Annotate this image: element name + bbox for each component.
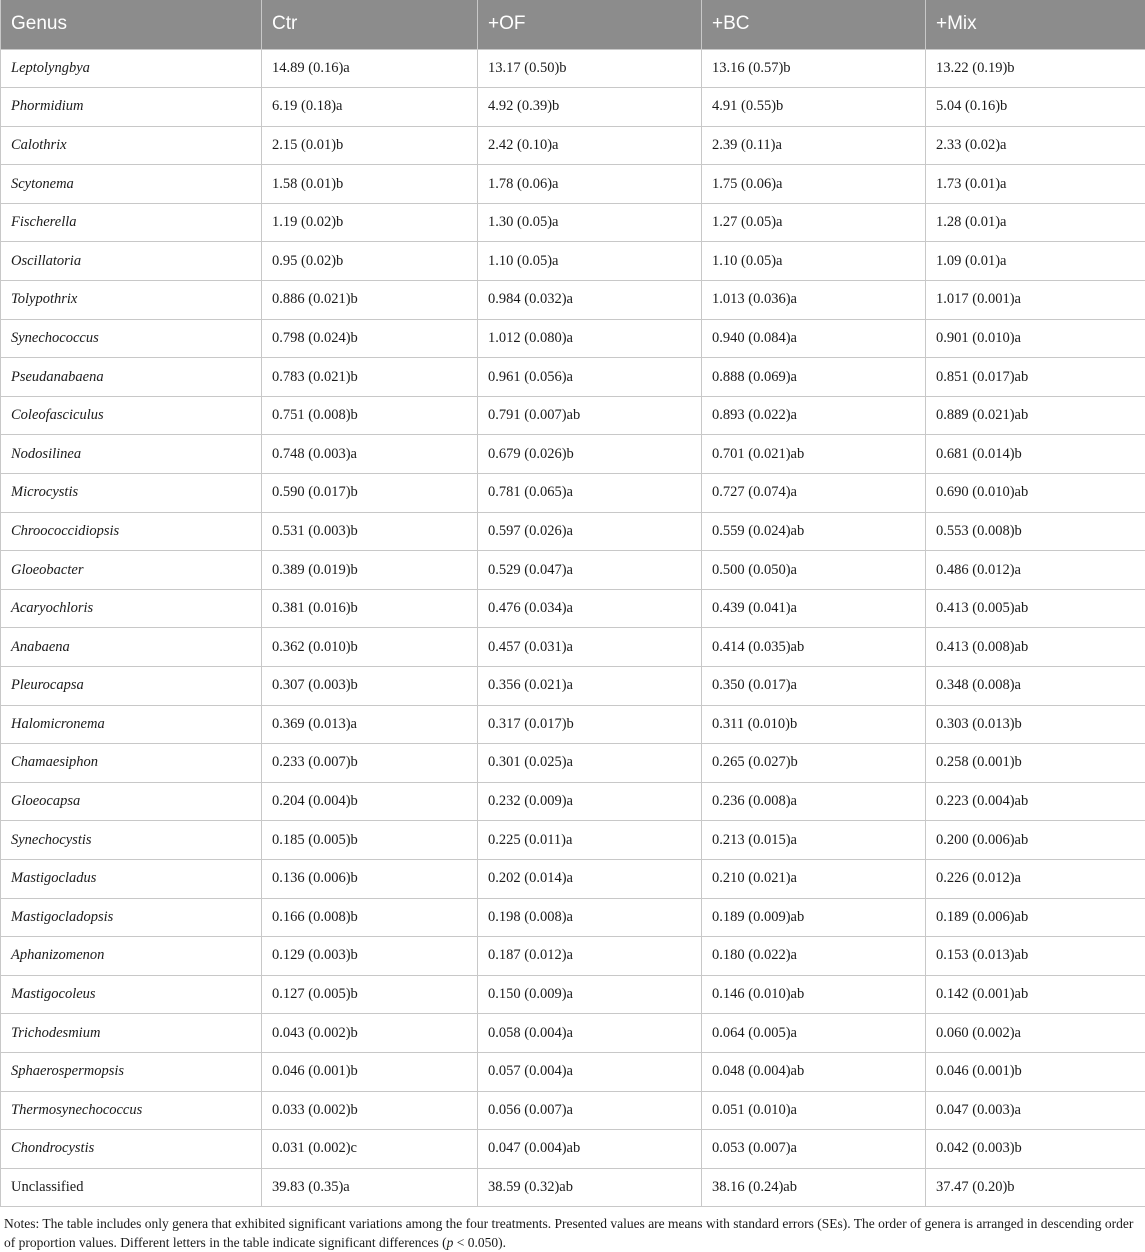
of-cell: 0.057 (0.004)a xyxy=(478,1052,702,1091)
bc-cell: 0.051 (0.010)a xyxy=(702,1091,926,1130)
mix-cell: 1.28 (0.01)a xyxy=(926,203,1145,242)
header-genus: Genus xyxy=(1,0,262,49)
genus-cell: Microcystis xyxy=(1,474,262,513)
genus-cell: Mastigocladopsis xyxy=(1,898,262,937)
of-cell: 4.92 (0.39)b xyxy=(478,88,702,127)
mix-cell: 0.413 (0.005)ab xyxy=(926,589,1145,628)
table-row xyxy=(1,435,1145,474)
mix-cell: 0.553 (0.008)b xyxy=(926,512,1145,551)
bc-cell: 1.75 (0.06)a xyxy=(702,165,926,204)
genus-cell: Chroococcidiopsis xyxy=(1,512,262,551)
ctr-cell: 0.033 (0.002)b xyxy=(262,1091,478,1130)
table-row xyxy=(1,589,1145,628)
bc-cell: 0.350 (0.017)a xyxy=(702,667,926,706)
genus-cell: Gloeobacter xyxy=(1,551,262,590)
ctr-cell: 0.307 (0.003)b xyxy=(262,667,478,706)
mix-cell: 0.901 (0.010)a xyxy=(926,319,1145,358)
ctr-cell: 6.19 (0.18)a xyxy=(262,88,478,127)
ctr-cell: 0.362 (0.010)b xyxy=(262,628,478,667)
ctr-cell: 0.590 (0.017)b xyxy=(262,474,478,513)
bc-cell: 0.311 (0.010)b xyxy=(702,705,926,744)
table-row xyxy=(1,975,1145,1014)
of-cell: 0.791 (0.007)ab xyxy=(478,396,702,435)
ctr-cell: 0.783 (0.021)b xyxy=(262,358,478,397)
mix-cell: 0.413 (0.008)ab xyxy=(926,628,1145,667)
of-cell: 0.202 (0.014)a xyxy=(478,859,702,898)
bc-cell: 0.213 (0.015)a xyxy=(702,821,926,860)
bc-cell: 0.727 (0.074)a xyxy=(702,474,926,513)
mix-cell: 2.33 (0.02)a xyxy=(926,126,1145,165)
ctr-cell: 0.95 (0.02)b xyxy=(262,242,478,281)
bc-cell: 0.559 (0.024)ab xyxy=(702,512,926,551)
bc-cell: 0.053 (0.007)a xyxy=(702,1130,926,1169)
mix-cell: 0.486 (0.012)a xyxy=(926,551,1145,590)
bc-cell: 0.048 (0.004)ab xyxy=(702,1052,926,1091)
ctr-cell: 0.043 (0.002)b xyxy=(262,1014,478,1053)
header-bc: +BC xyxy=(702,0,926,49)
genus-cell: Chondrocystis xyxy=(1,1130,262,1169)
genus-cell: Synechocystis xyxy=(1,821,262,860)
of-cell: 13.17 (0.50)b xyxy=(478,49,702,88)
genus-cell: Pseudanabaena xyxy=(1,358,262,397)
of-cell: 0.301 (0.025)a xyxy=(478,744,702,783)
mix-cell: 0.681 (0.014)b xyxy=(926,435,1145,474)
of-cell: 0.961 (0.056)a xyxy=(478,358,702,397)
ctr-cell: 0.185 (0.005)b xyxy=(262,821,478,860)
ctr-cell: 0.531 (0.003)b xyxy=(262,512,478,551)
ctr-cell: 2.15 (0.01)b xyxy=(262,126,478,165)
table-row xyxy=(1,512,1145,551)
table-row xyxy=(1,705,1145,744)
bc-cell: 0.146 (0.010)ab xyxy=(702,975,926,1014)
bc-cell: 0.893 (0.022)a xyxy=(702,396,926,435)
mix-cell: 1.73 (0.01)a xyxy=(926,165,1145,204)
genus-cell: Halomicronema xyxy=(1,705,262,744)
bc-cell: 0.701 (0.021)ab xyxy=(702,435,926,474)
genus-cell: Unclassified xyxy=(1,1168,262,1207)
table-row xyxy=(1,319,1145,358)
bc-cell: 0.888 (0.069)a xyxy=(702,358,926,397)
ctr-cell: 0.389 (0.019)b xyxy=(262,551,478,590)
mix-cell: 0.303 (0.013)b xyxy=(926,705,1145,744)
ctr-cell: 1.58 (0.01)b xyxy=(262,165,478,204)
bc-cell: 13.16 (0.57)b xyxy=(702,49,926,88)
ctr-cell: 0.127 (0.005)b xyxy=(262,975,478,1014)
of-cell: 0.198 (0.008)a xyxy=(478,898,702,937)
of-cell: 0.150 (0.009)a xyxy=(478,975,702,1014)
bc-cell: 0.189 (0.009)ab xyxy=(702,898,926,937)
bc-cell: 38.16 (0.24)ab xyxy=(702,1168,926,1207)
table-row xyxy=(1,203,1145,242)
table-row xyxy=(1,1168,1145,1207)
table-row xyxy=(1,937,1145,976)
mix-cell: 0.042 (0.003)b xyxy=(926,1130,1145,1169)
mix-cell: 0.851 (0.017)ab xyxy=(926,358,1145,397)
bc-cell: 0.180 (0.022)a xyxy=(702,937,926,976)
of-cell: 0.597 (0.026)a xyxy=(478,512,702,551)
mix-cell: 0.258 (0.001)b xyxy=(926,744,1145,783)
table-row xyxy=(1,1091,1145,1130)
bc-cell: 1.27 (0.05)a xyxy=(702,203,926,242)
of-cell: 0.356 (0.021)a xyxy=(478,667,702,706)
of-cell: 1.78 (0.06)a xyxy=(478,165,702,204)
of-cell: 1.30 (0.05)a xyxy=(478,203,702,242)
mix-cell: 13.22 (0.19)b xyxy=(926,49,1145,88)
of-cell: 38.59 (0.32)ab xyxy=(478,1168,702,1207)
genus-cell: Pleurocapsa xyxy=(1,667,262,706)
genus-cell: Nodosilinea xyxy=(1,435,262,474)
ctr-cell: 14.89 (0.16)a xyxy=(262,49,478,88)
table-row xyxy=(1,358,1145,397)
bc-cell: 0.236 (0.008)a xyxy=(702,782,926,821)
mix-cell: 0.153 (0.013)ab xyxy=(926,937,1145,976)
genus-cell: Chamaesiphon xyxy=(1,744,262,783)
genus-cell: Fischerella xyxy=(1,203,262,242)
of-cell: 0.679 (0.026)b xyxy=(478,435,702,474)
ctr-cell: 0.369 (0.013)a xyxy=(262,705,478,744)
mix-cell: 0.200 (0.006)ab xyxy=(926,821,1145,860)
ctr-cell: 39.83 (0.35)a xyxy=(262,1168,478,1207)
bc-cell: 0.265 (0.027)b xyxy=(702,744,926,783)
mix-cell: 0.348 (0.008)a xyxy=(926,667,1145,706)
bc-cell: 1.10 (0.05)a xyxy=(702,242,926,281)
table-row xyxy=(1,281,1145,320)
ctr-cell: 0.031 (0.002)c xyxy=(262,1130,478,1169)
table-row xyxy=(1,165,1145,204)
mix-cell: 0.046 (0.001)b xyxy=(926,1052,1145,1091)
ctr-cell: 0.136 (0.006)b xyxy=(262,859,478,898)
bc-cell: 2.39 (0.11)a xyxy=(702,126,926,165)
table-notes xyxy=(0,1207,1145,1252)
mix-cell: 1.017 (0.001)a xyxy=(926,281,1145,320)
of-cell: 0.058 (0.004)a xyxy=(478,1014,702,1053)
table-header xyxy=(1,0,1145,49)
table-body xyxy=(1,49,1145,1207)
ctr-cell: 1.19 (0.02)b xyxy=(262,203,478,242)
genus-cell: Thermosynechococcus xyxy=(1,1091,262,1130)
ctr-cell: 0.751 (0.008)b xyxy=(262,396,478,435)
table-row xyxy=(1,242,1145,281)
of-cell: 0.529 (0.047)a xyxy=(478,551,702,590)
table-row xyxy=(1,1014,1145,1053)
of-cell: 0.457 (0.031)a xyxy=(478,628,702,667)
bc-cell: 0.210 (0.021)a xyxy=(702,859,926,898)
genus-cell: Anabaena xyxy=(1,628,262,667)
genus-cell: Gloeocapsa xyxy=(1,782,262,821)
ctr-cell: 0.233 (0.007)b xyxy=(262,744,478,783)
genus-cell: Synechococcus xyxy=(1,319,262,358)
table-row xyxy=(1,898,1145,937)
of-cell: 0.056 (0.007)a xyxy=(478,1091,702,1130)
mix-cell: 5.04 (0.16)b xyxy=(926,88,1145,127)
of-cell: 0.187 (0.012)a xyxy=(478,937,702,976)
bc-cell: 0.414 (0.035)ab xyxy=(702,628,926,667)
table-row xyxy=(1,782,1145,821)
ctr-cell: 0.886 (0.021)b xyxy=(262,281,478,320)
mix-cell: 0.142 (0.001)ab xyxy=(926,975,1145,1014)
genus-cell: Tolypothrix xyxy=(1,281,262,320)
of-cell: 0.781 (0.065)a xyxy=(478,474,702,513)
mix-cell: 37.47 (0.20)b xyxy=(926,1168,1145,1207)
of-cell: 0.232 (0.009)a xyxy=(478,782,702,821)
table-row xyxy=(1,49,1145,88)
header-of: +OF xyxy=(478,0,702,49)
table-row xyxy=(1,88,1145,127)
notes-p-symbol: p xyxy=(447,1235,454,1250)
genus-cell: Leptolyngbya xyxy=(1,49,262,88)
mix-cell: 0.226 (0.012)a xyxy=(926,859,1145,898)
genus-cell: Oscillatoria xyxy=(1,242,262,281)
table-row xyxy=(1,396,1145,435)
mix-cell: 0.889 (0.021)ab xyxy=(926,396,1145,435)
genus-cell: Calothrix xyxy=(1,126,262,165)
bc-cell: 0.500 (0.050)a xyxy=(702,551,926,590)
ctr-cell: 0.129 (0.003)b xyxy=(262,937,478,976)
genus-cell: Aphanizomenon xyxy=(1,937,262,976)
mix-cell: 1.09 (0.01)a xyxy=(926,242,1145,281)
ctr-cell: 0.166 (0.008)b xyxy=(262,898,478,937)
of-cell: 1.10 (0.05)a xyxy=(478,242,702,281)
mix-cell: 0.223 (0.004)ab xyxy=(926,782,1145,821)
bc-cell: 1.013 (0.036)a xyxy=(702,281,926,320)
of-cell: 0.476 (0.034)a xyxy=(478,589,702,628)
table-row xyxy=(1,628,1145,667)
header-mix: +Mix xyxy=(926,0,1145,49)
table-row xyxy=(1,551,1145,590)
genus-cell: Mastigocladus xyxy=(1,859,262,898)
genus-cell: Coleofasciculus xyxy=(1,396,262,435)
genus-cell: Acaryochloris xyxy=(1,589,262,628)
of-cell: 0.317 (0.017)b xyxy=(478,705,702,744)
table-row xyxy=(1,821,1145,860)
mix-cell: 0.690 (0.010)ab xyxy=(926,474,1145,513)
table-row xyxy=(1,667,1145,706)
bc-cell: 0.940 (0.084)a xyxy=(702,319,926,358)
table-row xyxy=(1,859,1145,898)
ctr-cell: 0.748 (0.003)a xyxy=(262,435,478,474)
table-row xyxy=(1,474,1145,513)
header-row xyxy=(1,0,1145,49)
table-row xyxy=(1,1130,1145,1169)
genus-cell: Scytonema xyxy=(1,165,262,204)
ctr-cell: 0.204 (0.004)b xyxy=(262,782,478,821)
genus-cell: Mastigocoleus xyxy=(1,975,262,1014)
notes-text-after: < 0.050). xyxy=(453,1235,506,1250)
mix-cell: 0.189 (0.006)ab xyxy=(926,898,1145,937)
bc-cell: 0.439 (0.041)a xyxy=(702,589,926,628)
mix-cell: 0.060 (0.002)a xyxy=(926,1014,1145,1053)
bc-cell: 4.91 (0.55)b xyxy=(702,88,926,127)
bc-cell: 0.064 (0.005)a xyxy=(702,1014,926,1053)
mix-cell: 0.047 (0.003)a xyxy=(926,1091,1145,1130)
of-cell: 0.047 (0.004)ab xyxy=(478,1130,702,1169)
genus-cell: Sphaerospermopsis xyxy=(1,1052,262,1091)
of-cell: 1.012 (0.080)a xyxy=(478,319,702,358)
ctr-cell: 0.381 (0.016)b xyxy=(262,589,478,628)
notes-text-before: Notes: The table includes only genera that exhibited significant variations among the four treatments. Presented values are means with standard errors (SEs). The order of genera is arranged in descending order of proportion values. Different letters in the table indicate significant differences ( xyxy=(4,1216,1133,1250)
of-cell: 2.42 (0.10)a xyxy=(478,126,702,165)
of-cell: 0.984 (0.032)a xyxy=(478,281,702,320)
genus-cell: Phormidium xyxy=(1,88,262,127)
of-cell: 0.225 (0.011)a xyxy=(478,821,702,860)
table-row xyxy=(1,1052,1145,1091)
ctr-cell: 0.046 (0.001)b xyxy=(262,1052,478,1091)
header-ctr: Ctr xyxy=(262,0,478,49)
table-row xyxy=(1,126,1145,165)
ctr-cell: 0.798 (0.024)b xyxy=(262,319,478,358)
table-row xyxy=(1,744,1145,783)
genus-cell: Trichodesmium xyxy=(1,1014,262,1053)
